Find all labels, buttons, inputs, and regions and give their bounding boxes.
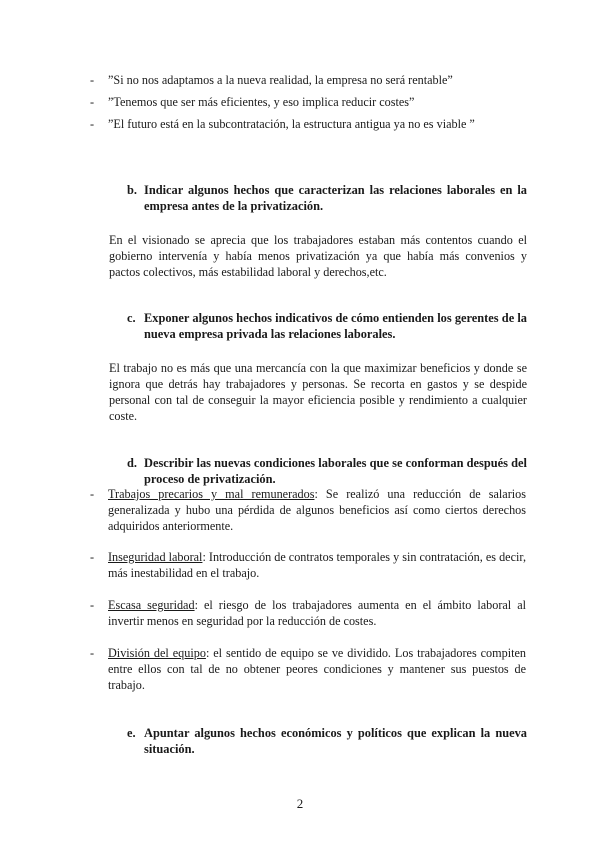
- dash-bullet: -: [90, 487, 95, 501]
- quote-text: ”Tenemos que ser más eficientes, y eso implica reducir costes”: [108, 95, 415, 109]
- quote-text: ”Si no nos adaptamos a la nueva realidad, la empresa no será rentable”: [108, 73, 453, 87]
- bullet-term: Escasa seguridad: [108, 598, 195, 612]
- section-letter: c.: [127, 311, 136, 325]
- bullet-term: División del equipo: [108, 646, 206, 660]
- bullet-term: Inseguridad laboral: [108, 550, 203, 564]
- bullet-description: Se realizó una reducción de salarios generalizada y hubo una pérdida de algunos beneficios así como ciertos derechos adquiridos anteriormente.: [108, 487, 526, 533]
- quote-text: ”El futuro está en la subcontratación, la estructura antigua ya no es viable ”: [108, 117, 475, 131]
- section-c-body: El trabajo no es más que una mercancía con la que maximizar beneficios y donde se ignora que detrás hay trabajadores y personas. Se recorta en gastos y se despide personal con tal de conseguir la mayor eficiencia posible y rendimiento a cualquier coste.: [109, 361, 527, 423]
- section-letter: b.: [127, 183, 137, 197]
- term-separator: :: [314, 487, 318, 501]
- bullet-text: [108, 597, 526, 629]
- bullet-text: [108, 486, 526, 534]
- bullet-term: Trabajos precarios y mal remunerados: [108, 487, 315, 501]
- section-b-body: En el visionado se aprecia que los trabajadores estaban más contentos cuando el gobierno intervenía y había menos privatización ya que había más convenios y pactos colectivos, más estabilidad laboral y derechos,etc.: [109, 233, 527, 279]
- section-heading-text: Describir las nuevas condiciones laborales que se conforman después del proceso de privatización.: [144, 456, 527, 486]
- dash-bullet: -: [90, 598, 95, 612]
- dash-bullet: -: [90, 646, 95, 660]
- dash-bullet: -: [90, 550, 95, 564]
- section-letter: d.: [127, 456, 137, 470]
- section-heading-text: Indicar algunos hechos que caracterizan las relaciones laborales en la empresa antes de la privatización.: [144, 183, 527, 213]
- section-heading-text: Exponer algunos hechos indicativos de cómo entienden los gerentes de la nueva empresa privada las relaciones laborales.: [144, 311, 527, 341]
- page-number: 2: [296, 796, 304, 811]
- bullet-description: el riesgo de los trabajadores aumenta en el ámbito laboral al invertir menos en seguridad por la reducción de costes.: [108, 598, 527, 628]
- term-separator: :: [194, 598, 198, 612]
- section-letter: e.: [127, 726, 136, 740]
- section-heading-text: Apuntar algunos hechos económicos y políticos que explican la nueva situación.: [144, 726, 527, 756]
- dash-bullet: -: [90, 95, 95, 109]
- term-separator: :: [205, 646, 210, 660]
- term-separator: :: [202, 550, 206, 564]
- bullet-description: el sentido de equipo se ve dividido. Los trabajadores compiten entre ellos con tal de no obtener peores condiciones y mantener sus puestos de trabajo.: [108, 646, 526, 692]
- dash-bullet: -: [90, 73, 95, 87]
- dash-bullet: -: [90, 117, 95, 131]
- bullet-text: [108, 549, 526, 581]
- bullet-text: [108, 645, 526, 693]
- bullet-description: Introducción de contratos temporales y sin contratación, es decir, más inestabilidad en el trabajo.: [108, 550, 526, 580]
